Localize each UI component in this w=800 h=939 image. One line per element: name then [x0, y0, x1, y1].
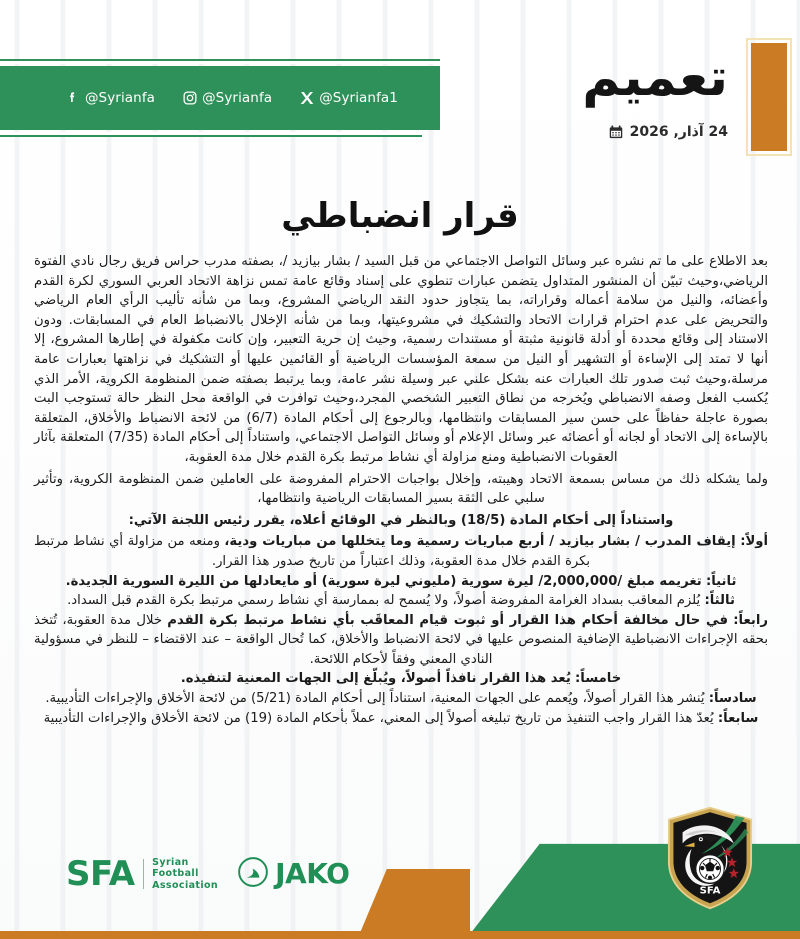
x-twitter-icon	[298, 90, 315, 107]
instagram-handle: @Syrianfa	[202, 90, 273, 106]
decision-item-6	[34, 689, 768, 709]
facebook-icon	[64, 90, 81, 107]
orange-accent-fill	[751, 43, 787, 151]
sfa-name-line-2: Football	[152, 868, 199, 879]
social-header-banner	[0, 66, 440, 130]
body-paragraph-1: بعد الاطلاع على ما تم نشره عبر وسائل التواصل الاجتماعي من قبل السيد / بشار بيازيد /، بصفته مدرب حراس فريق رجال نادي الفتوة الرياضي،وحيث تبيّن أن المنشور المتداول يتضمن عبارات تنطوي على إسناد وقائع عامة تمس نزاهة الاتحاد العربي السوري لكرة القدم وأعضائه، والنيل من سلامة أعماله وقراراته، بما يتجاوز حدود النقد الرياضي المشروع، وبما من شأنه تأليب الرأي العام الرياضي والتحريض على عدم احترام قرارات الاتحاد والتشكيك في مشروعيتها، وبما من شأنه الإخلال بالانضباط العام في المسابقات. ودون الاستناد إلى وقائع محددة أو أدلة قانونية مثبتة أو مستندات رسمية، وحيث إن حرية التعبير، وإن كانت مكفولة في إطارها المشروع، إلا أنها لا تمتد إلى الإساءة أو التشهير أو النيل من سمعة المؤسسات الرياضية أو القائمين عليها أو التشكيك في نزاهتها بعبارات عامة مرسلة،وحيث ثبت صدور تلك العبارات عنه بشكل علني عبر وسيلة نشر عامة، وبما يرتبط بصفته ضمن المنظومة الكروية، الأمر الذي يُكسب الفعل وصفه الانضباطي ويُخرجه من نطاق التعبير الشخصي المجرد،وحيث توافرت في الواقعة محل النظر حالة تستوجب البت بصورة عاجلة حفاظاً على حسن سير المسابقات وانتظامها، وبالرجوع إلى أحكام المادة (6/7) من لائحة الانضباط والأخلاق، المتعلقة بالإساءة إلى الاتحاد أو لجانه أو أعضائه عبر وسائل الإعلام أو وسائل التواصل الاجتماعي، واستناداً إلى أحكام المادة (7/35) المتعلقة بآثار العقوبات الانضباطية ومنع مزاولة أي نشاط مرتبط بكرة القدم خلال مدة العقوبة،	[34, 254, 768, 465]
sfa-abbreviation: SFA	[66, 853, 135, 894]
brand-divider	[143, 859, 145, 889]
sfa-name-line-3: Association	[152, 879, 219, 891]
decision-item-5-label: خامساً:	[575, 671, 622, 687]
decision-item-1	[34, 532, 768, 571]
decision-item-2	[34, 572, 768, 592]
sfa-wordmark	[66, 853, 219, 894]
body-paragraph-2: ولما يشكله ذلك من مساس بسمعة الاتحاد وهيبته، وإخلال بواجبات الاحترام المفروضة على العاملين ضمن المنظومة الكروية، وتأثير سلبي على الثقة بسير المسابقات الرياضية وانتظامها،	[34, 471, 768, 507]
social-link-x[interactable]	[298, 90, 398, 107]
decision-item-1-bold: إيقاف المدرب / بشار بيازيد / أربع مباريات رسمية وما يتخللها من مباريات ودية،	[224, 534, 736, 550]
jako-brand	[238, 857, 349, 891]
decision-item-4-bold: في حال مخالفة أحكام هذا القرار أو ثبوت قيام المعاقَب بأي نشاط مرتبط بكرة القدم	[167, 612, 728, 628]
resolution-intro: واستناداً إلى أحكام المادة (18/5) وبالنظر في الوقائع أعلاه، يقرر رئيس اللجنة الآتي:	[128, 512, 674, 528]
decision-item-6-rest: يُنشر هذا القرار أصولاً، ويُعمم على الجهات المعنية، استناداً إلى أحكام المادة (5/21) من لائحة الأخلاق والإجراءات التأديبية.	[45, 691, 705, 707]
footer-bottom-strip	[0, 931, 800, 939]
decision-item-6-label: سادساً:	[708, 691, 757, 707]
decision-item-4-label: رابعاً:	[733, 612, 768, 628]
decision-item-4-rest: خلال مدة العقوبة، تُتخذ بحقه الإجراءات الانضباطية الإضافية المنصوص عليها في لائحة الانضباط والأخلاق، كما تُحال الواقعة – عند الاقتضاء – للنظر في مسؤولية النادي المعني وفقاً لأحكام اللائحة.	[34, 612, 768, 667]
jako-logo-icon	[238, 857, 268, 891]
decision-item-5	[34, 669, 768, 689]
page-title: قرار انضباطي	[281, 196, 519, 236]
social-link-facebook[interactable]	[64, 90, 155, 107]
instagram-icon	[181, 90, 198, 107]
calendar-icon	[608, 124, 624, 140]
social-link-instagram[interactable]	[181, 90, 272, 107]
decision-item-3-rest: يُلزم المعاقب بسداد الغرامة المفروضة أصولاً، ولا يُسمح له بممارسة أي نشاط رسمي مرتبط بكرة القدم قبل السداد.	[67, 593, 701, 609]
publication-date-text: 24 آذار, 2026	[629, 124, 728, 140]
decision-item-1-rest: ومنعه من مزاولة أي نشاط مرتبط بكرة القدم خلال مدة العقوبة، وذلك اعتباراً من تاريخ صدور هذا القرار.	[34, 534, 591, 569]
decision-item-2-bold: تغريمه مبلغ /2,000,000/ ليرة سورية (مليوني ليرة سورية) أو مايعادلها من الليرة السورية الجديدة.	[65, 573, 702, 589]
decision-item-7	[34, 709, 768, 729]
emblem-label: SFA	[699, 885, 721, 897]
decision-item-2-label: ثانياً:	[705, 573, 737, 589]
footer-orange-shape	[340, 869, 470, 931]
document-body	[34, 252, 768, 728]
jako-wordmark: JAKO	[275, 856, 350, 890]
sfa-eagle-emblem-icon	[664, 805, 756, 911]
decision-item-3-label: ثالثاً:	[704, 593, 735, 609]
decision-item-1-label: أولاً:	[740, 534, 768, 550]
social-links-row	[0, 66, 440, 130]
publication-date-row	[608, 124, 728, 140]
footer-brand-row	[66, 853, 350, 894]
decision-item-7-rest: يُعدّ هذا القرار واجب التنفيذ من تاريخ تبليغه أصولاً إلى المعني، عملاً بأحكام المادة (19) من لائحة الأخلاق والإجراءات التأديبية	[43, 710, 714, 726]
sfa-name-line-1: Syrian	[152, 856, 189, 868]
top-right-orange-accent	[746, 38, 792, 156]
sfa-full-name	[152, 857, 218, 892]
decision-item-3	[34, 591, 768, 611]
decision-item-5-bold: يُعد هذا القرار نافذاً أصولاً، ويُبلّغ إلى الجهات المعنية لتنفيذه.	[180, 671, 571, 687]
facebook-handle: @Syrianfa	[84, 90, 156, 106]
x-handle: @Syrianfa1	[319, 90, 398, 106]
page-headline: تعميم	[582, 48, 728, 108]
decision-item-4	[34, 611, 768, 670]
decision-item-7-label: سابعاً:	[717, 710, 759, 726]
